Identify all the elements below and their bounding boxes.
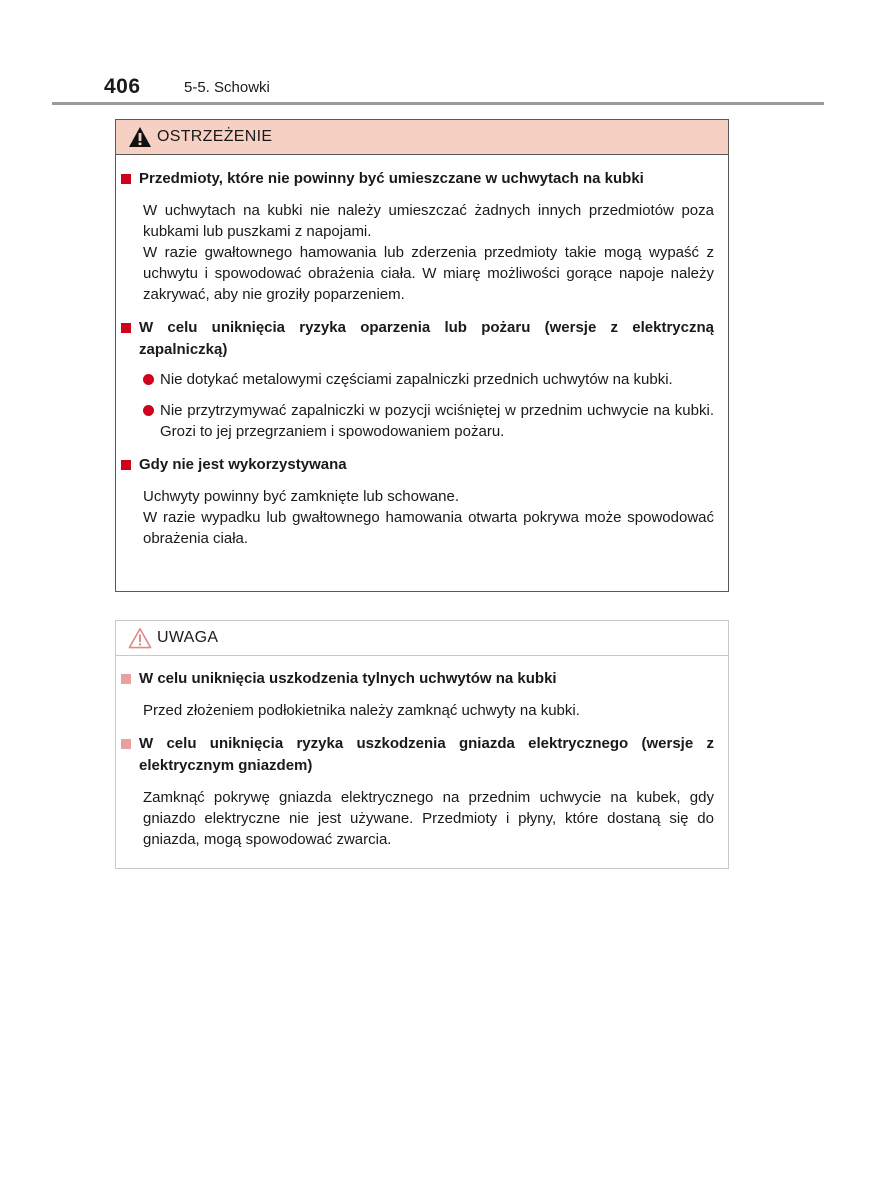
caution-item-heading: W celu uniknięcia ryzyka uszkodzenia gniazda elektrycznego (wersje z elektrycznym gniazdem) <box>121 733 714 777</box>
square-bullet-icon <box>121 174 131 184</box>
warning-bullet: Nie dotykać metalowymi częściami zapalniczki przednich uchwytów na kubki. <box>143 369 714 390</box>
warning-triangle-icon <box>128 126 152 148</box>
warning-item-text: Uchwyty powinny być zamknięte lub schowane. W razie wypadku lub gwałtownego hamowania otwarta pokrywa może spowodować obrażenia ciała. <box>143 488 714 547</box>
round-bullet-icon <box>143 374 154 385</box>
round-bullet-icon <box>143 405 154 416</box>
page-number: 406 <box>104 75 141 98</box>
caution-box <box>115 620 729 869</box>
page-header <box>52 72 824 104</box>
square-bullet-icon <box>121 323 131 333</box>
caution-item-text: Przed złożeniem podłokietnika należy zamknąć uchwyty na kubki. <box>143 702 580 719</box>
caution-body <box>116 656 728 850</box>
warning-item-heading: W celu uniknięcia ryzyka oparzenia lub pożaru (wersje z elektryczną zapalniczką) <box>121 317 714 361</box>
warning-header <box>116 120 728 155</box>
square-bullet-icon <box>121 739 131 749</box>
warning-title: OSTRZEŻENIE <box>157 128 273 145</box>
caution-title: UWAGA <box>157 629 219 646</box>
caution-item-heading: W celu uniknięcia uszkodzenia tylnych uchwytów na kubki <box>121 668 714 690</box>
caution-item-text: Zamknąć pokrywę gniazda elektrycznego na przednim uchwycie na kubek, gdy gniazdo elektryczne nie jest używane. Przedmioty i płyny, które dostaną się do gniazda, mogą spowodować zwarcia. <box>143 789 714 848</box>
square-bullet-icon <box>121 674 131 684</box>
header-rule <box>52 102 824 105</box>
caution-triangle-icon <box>128 627 152 649</box>
warning-body <box>116 155 728 549</box>
caution-header <box>116 621 728 656</box>
warning-bullet: Nie przytrzymywać zapalniczki w pozycji wciśniętej w przednim uchwycie na kubki. Grozi to jej przegrzaniem i spowodowaniem pożaru. <box>143 400 714 442</box>
warning-item-text: W uchwytach na kubki nie należy umieszczać żadnych innych przedmiotów poza kubkami lub puszkami z napojami. W razie gwałtownego hamowania lub zderzenia przedmioty takie mogą wypaść z uchwytu i spowodować obrażenia ciała. W miarę możliwości gorące napoje należy zakrywać, aby nie groziły poparzeniem. <box>143 202 714 303</box>
square-bullet-icon <box>121 460 131 470</box>
warning-box <box>115 119 729 592</box>
warning-item-heading: Gdy nie jest wykorzystywana <box>121 454 714 476</box>
section-title: 5-5. Schowki <box>184 79 270 96</box>
warning-item-heading: Przedmioty, które nie powinny być umieszczane w uchwytach na kubki <box>121 168 714 190</box>
